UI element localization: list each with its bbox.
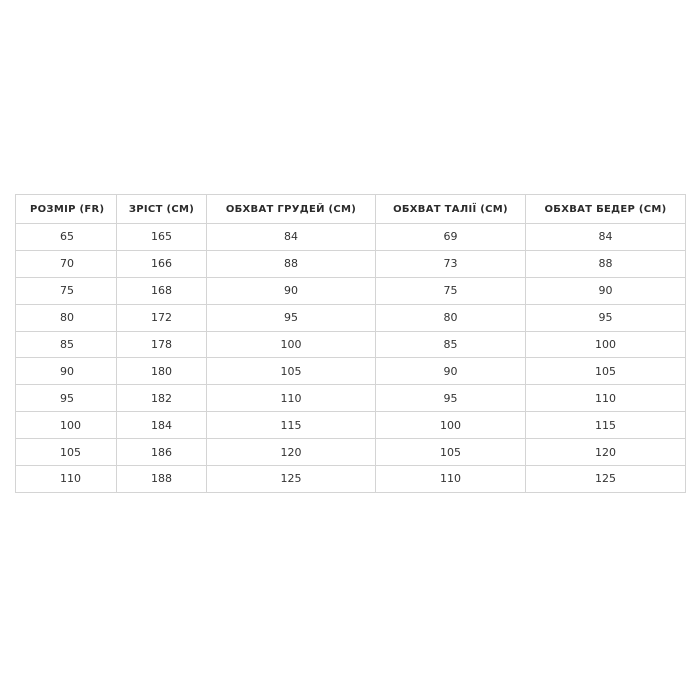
cell-hips: 95 — [526, 304, 686, 331]
cell-hips: 125 — [526, 466, 686, 493]
cell-waist: 73 — [376, 250, 526, 277]
cell-waist: 90 — [376, 358, 526, 385]
cell-waist: 110 — [376, 466, 526, 493]
cell-height: 186 — [117, 439, 207, 466]
cell-hips: 115 — [526, 412, 686, 439]
header-row — [16, 195, 686, 224]
cell-chest: 84 — [207, 224, 376, 251]
cell-size-fr: 100 — [16, 412, 117, 439]
size-chart-header — [16, 195, 686, 224]
size-chart-body — [16, 224, 686, 493]
cell-waist: 105 — [376, 439, 526, 466]
header-size-fr: РОЗМІР (FR) — [16, 195, 117, 224]
cell-hips: 120 — [526, 439, 686, 466]
table-row — [16, 385, 686, 412]
cell-chest: 95 — [207, 304, 376, 331]
header-chest: ОБХВАТ ГРУДЕЙ (СМ) — [207, 195, 376, 224]
cell-chest: 90 — [207, 277, 376, 304]
table-row — [16, 412, 686, 439]
cell-waist: 69 — [376, 224, 526, 251]
cell-hips: 84 — [526, 224, 686, 251]
cell-size-fr: 70 — [16, 250, 117, 277]
table-row — [16, 304, 686, 331]
cell-height: 168 — [117, 277, 207, 304]
table-row — [16, 466, 686, 493]
cell-chest: 115 — [207, 412, 376, 439]
cell-chest: 110 — [207, 385, 376, 412]
header-waist: ОБХВАТ ТАЛІЇ (СМ) — [376, 195, 526, 224]
cell-hips: 88 — [526, 250, 686, 277]
cell-height: 172 — [117, 304, 207, 331]
cell-waist: 100 — [376, 412, 526, 439]
cell-chest: 105 — [207, 358, 376, 385]
cell-height: 166 — [117, 250, 207, 277]
cell-chest: 125 — [207, 466, 376, 493]
cell-hips: 105 — [526, 358, 686, 385]
cell-waist: 80 — [376, 304, 526, 331]
cell-height: 184 — [117, 412, 207, 439]
cell-height: 178 — [117, 331, 207, 358]
cell-waist: 85 — [376, 331, 526, 358]
cell-size-fr: 95 — [16, 385, 117, 412]
cell-height: 188 — [117, 466, 207, 493]
header-height: ЗРІСТ (СМ) — [117, 195, 207, 224]
table-row — [16, 358, 686, 385]
cell-size-fr: 110 — [16, 466, 117, 493]
cell-hips: 110 — [526, 385, 686, 412]
table-row — [16, 250, 686, 277]
table-row — [16, 439, 686, 466]
cell-size-fr: 75 — [16, 277, 117, 304]
size-chart-table — [15, 194, 686, 493]
cell-size-fr: 65 — [16, 224, 117, 251]
cell-waist: 75 — [376, 277, 526, 304]
table-row — [16, 224, 686, 251]
cell-waist: 95 — [376, 385, 526, 412]
cell-size-fr: 85 — [16, 331, 117, 358]
cell-chest: 120 — [207, 439, 376, 466]
cell-height: 165 — [117, 224, 207, 251]
cell-size-fr: 80 — [16, 304, 117, 331]
table-row — [16, 277, 686, 304]
cell-hips: 100 — [526, 331, 686, 358]
cell-height: 182 — [117, 385, 207, 412]
table-row — [16, 331, 686, 358]
cell-height: 180 — [117, 358, 207, 385]
cell-hips: 90 — [526, 277, 686, 304]
cell-size-fr: 105 — [16, 439, 117, 466]
header-hips: ОБХВАТ БЕДЕР (СМ) — [526, 195, 686, 224]
cell-chest: 88 — [207, 250, 376, 277]
cell-size-fr: 90 — [16, 358, 117, 385]
cell-chest: 100 — [207, 331, 376, 358]
